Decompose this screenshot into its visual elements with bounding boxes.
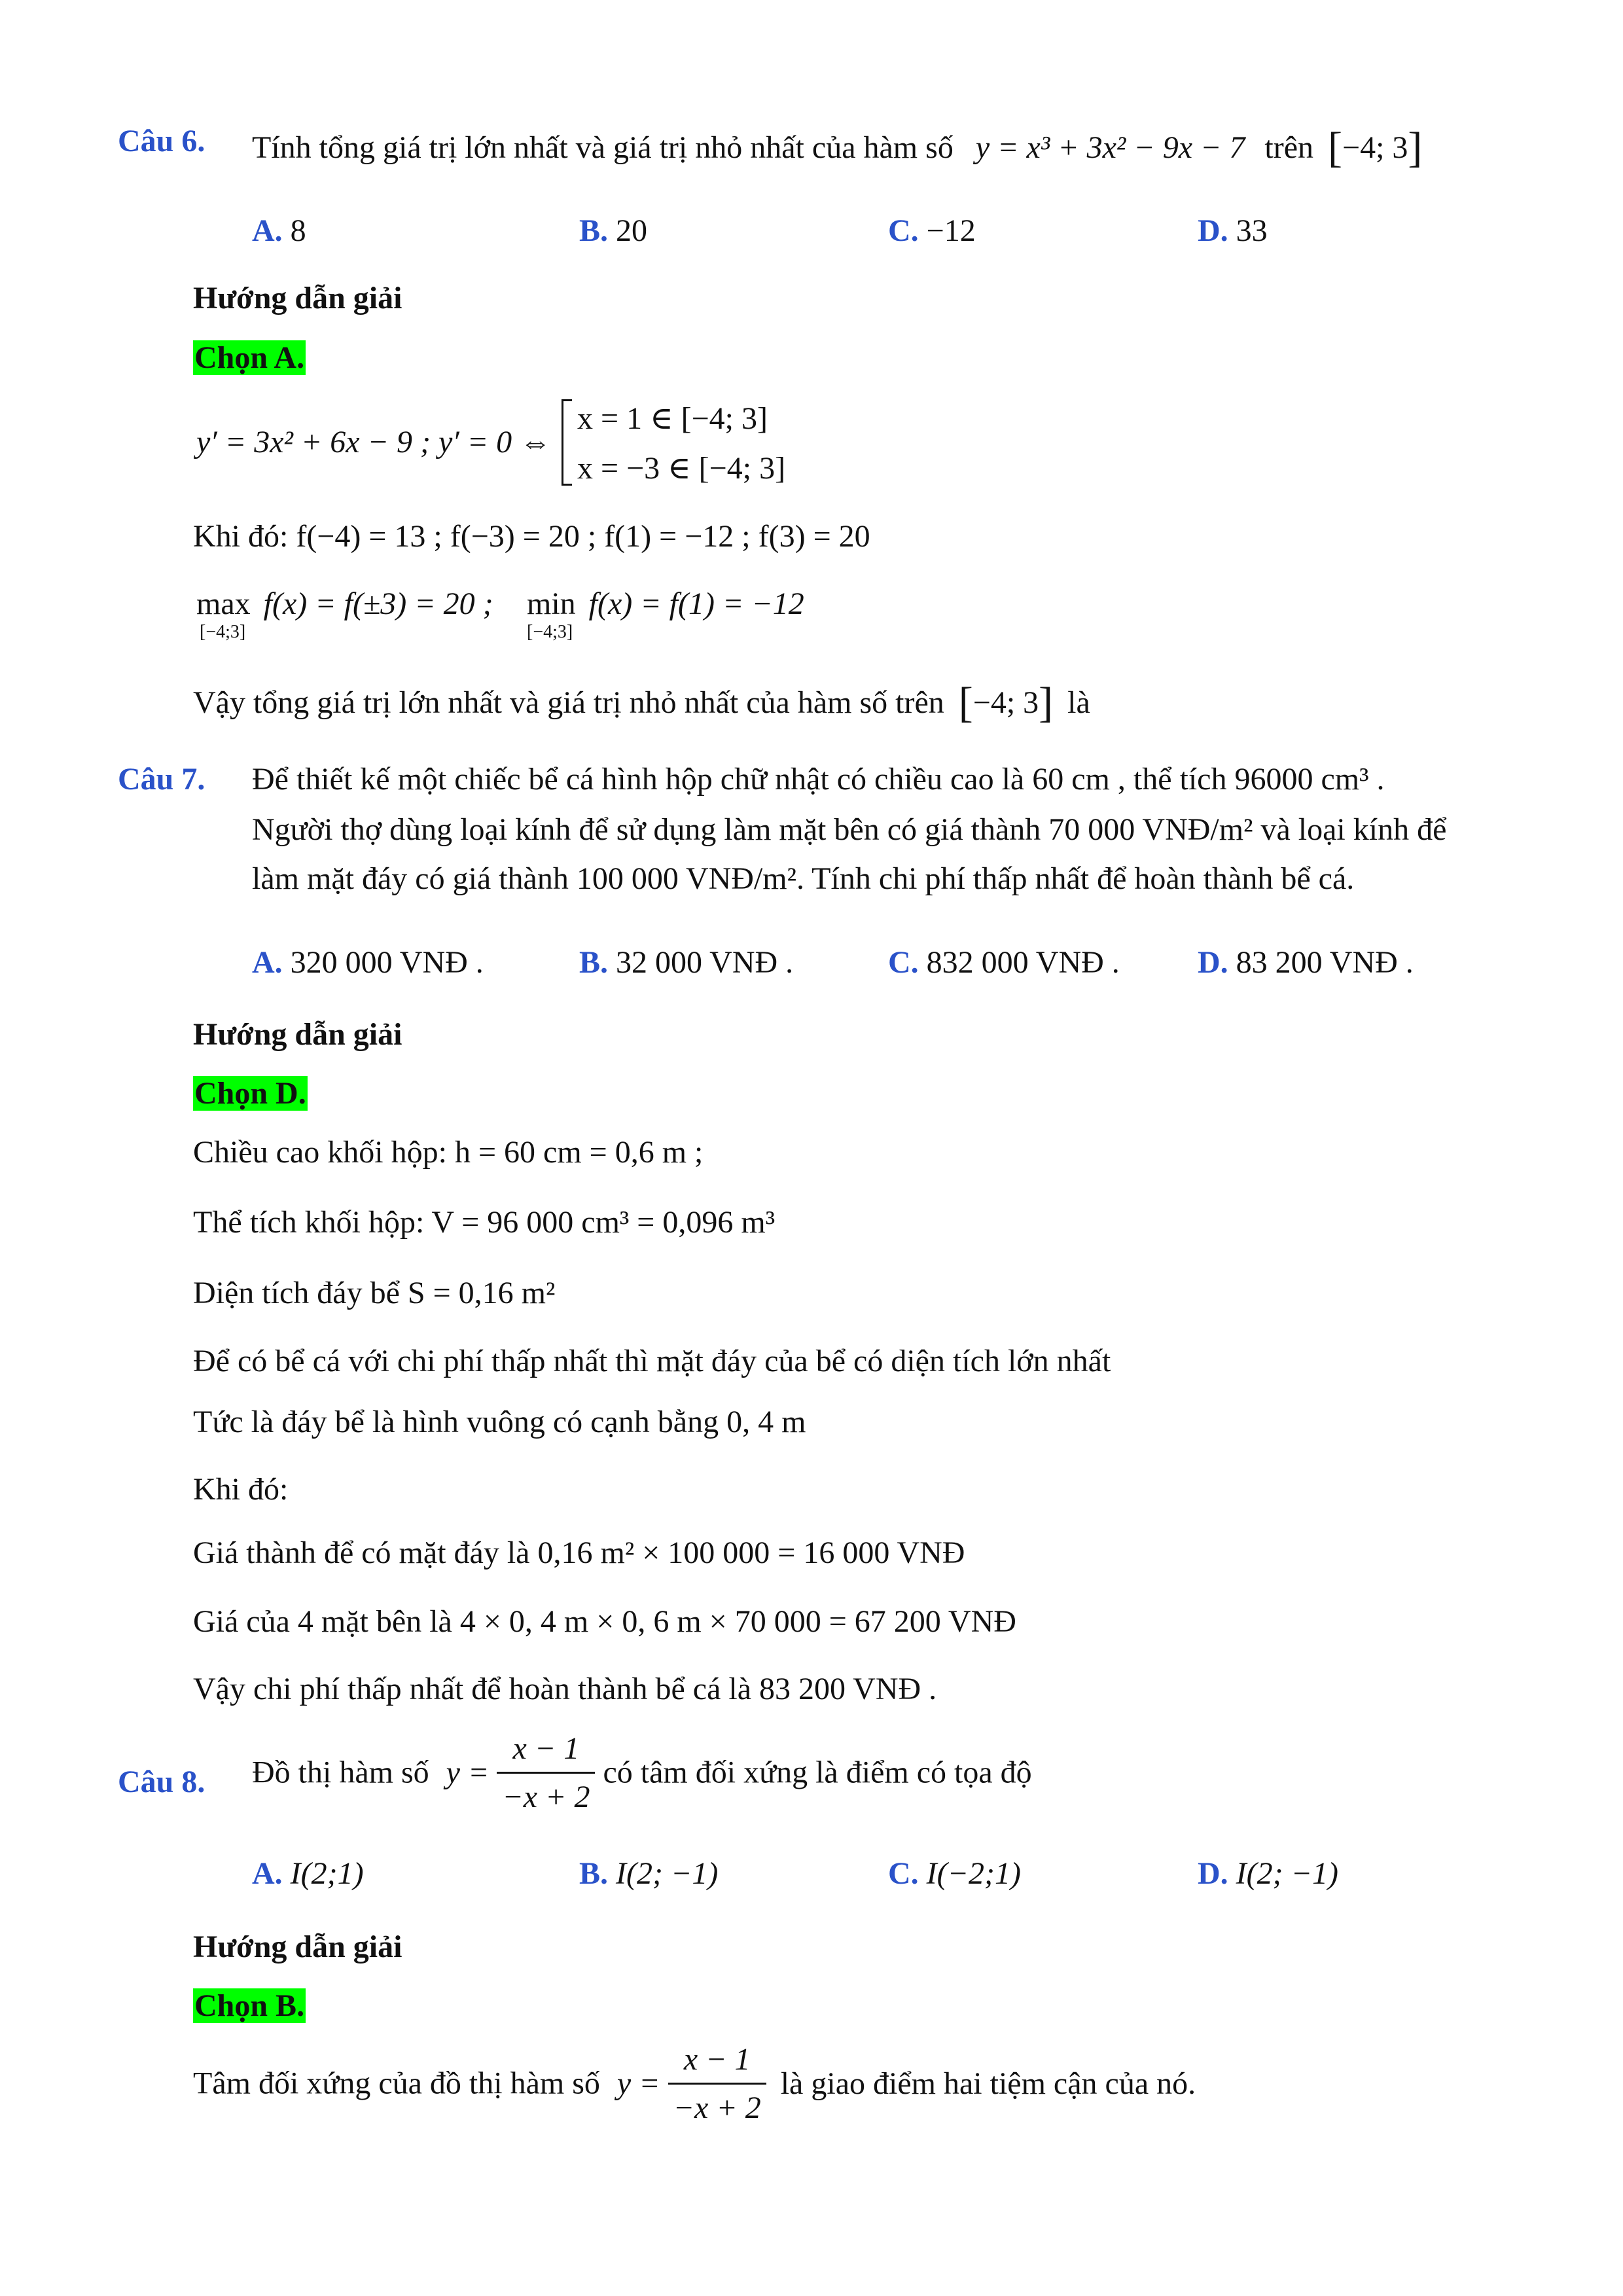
q7-stem-line-1: Để thiết kế một chiếc bể cá hình hộp chữ nhật có chiều cao là 60 cm , thể tích 96000 cm³ .	[252, 762, 1385, 797]
q7-option-d-text: 83 200 VNĐ .	[1236, 945, 1414, 980]
q6-root-system-bracket	[562, 399, 563, 486]
q6-min-value: f(x) = f(1) = −12	[588, 586, 804, 621]
q7-step-1: Chiều cao khối hộp: h = 60 cm = 0,6 m ;	[193, 1135, 704, 1170]
q6-answer	[193, 340, 306, 376]
q6-derivative	[196, 424, 551, 460]
q8-solution-post: là giao điểm hai tiệm cận của nó.	[780, 2066, 1196, 2101]
q7-step-5: Tức là đáy bể là hình vuông có cạnh bằng 0, 4 m	[193, 1405, 806, 1439]
question-8-label: Câu 8.	[118, 1765, 205, 1799]
q6-option-c	[888, 213, 976, 249]
q7-step-7: Giá thành để có mặt đáy là 0,16 m² × 100 000 = 16 000 VNĐ	[193, 1535, 965, 1570]
q7-answer-highlight: Chọn D.	[194, 1076, 306, 1111]
q7-stem-line-3: làm mặt đáy có giá thành 100 000 VNĐ/m². Tính chi phí thấp nhất để hoàn thành bể cá.	[252, 861, 1355, 896]
q6-derivative-text: y′ = 3x² + 6x − 9 ; y′ = 0 ⇔	[196, 425, 552, 459]
q8-fraction-denominator: −x + 2	[502, 1780, 590, 1815]
q6-min-expression	[527, 586, 804, 622]
q6-option-c-key: C.	[888, 213, 919, 248]
q7-option-a	[252, 944, 484, 980]
q6-conclusion-interval-text: −4; 3	[972, 685, 1039, 720]
q6-interval-text: −4; 3	[1342, 130, 1408, 165]
q6-option-c-text: −12	[926, 213, 976, 248]
q6-root-1: x = 1 ∈ [−4; 3]	[577, 401, 768, 436]
q6-function-values: Khi đó: f(−4) = 13 ; f(−3) = 20 ; f(1) = −12 ; f(3) = 20	[193, 519, 870, 554]
q7-answer	[193, 1075, 308, 1111]
q7-option-d	[1198, 944, 1414, 980]
q6-conclusion-interval: [−4; 3]	[958, 679, 1054, 726]
q7-step-8: Giá của 4 mặt bên là 4 × 0, 4 m × 0, 6 m × 70 000 = 67 200 VNĐ	[193, 1604, 1016, 1639]
q8-guide-heading: Hướng dẫn giải	[193, 1929, 402, 1964]
q8-option-c-key: C.	[888, 1856, 919, 1891]
q8-solution-y-equals: y =	[616, 2066, 660, 2101]
q6-on-word: trên	[1264, 130, 1314, 165]
question-7-label: Câu 7.	[118, 762, 205, 797]
q8-option-c-text: I(−2;1)	[926, 1856, 1021, 1891]
q7-step-9: Vậy chi phí thấp nhất để hoàn thành bể cá là 83 200 VNĐ .	[193, 1672, 937, 1706]
q7-guide-heading: Hướng dẫn giải	[193, 1017, 402, 1052]
q6-option-b-text: 20	[616, 213, 648, 248]
q6-min-word: min	[527, 586, 576, 621]
q8-option-a	[252, 1856, 364, 1892]
q6-option-a	[252, 213, 306, 249]
q7-option-a-text: 320 000 VNĐ .	[290, 945, 484, 980]
q6-option-d	[1198, 213, 1268, 249]
q8-option-a-text: I(2;1)	[290, 1856, 364, 1891]
q6-guide-heading: Hướng dẫn giải	[193, 281, 402, 315]
q7-option-b-key: B.	[579, 945, 609, 980]
q7-step-4: Để có bể cá với chi phí thấp nhất thì mặt đáy của bể có diện tích lớn nhất	[193, 1344, 1111, 1378]
q7-option-c-key: C.	[888, 945, 919, 980]
q6-conclusion-text: Vậy tổng giá trị lớn nhất và giá trị nhỏ nhất của hàm số trên	[193, 685, 944, 720]
q8-fraction	[497, 1731, 595, 1815]
q8-option-d	[1198, 1856, 1338, 1892]
q8-option-d-key: D.	[1198, 1856, 1228, 1891]
q6-stem-text: Tính tổng giá trị lớn nhất và giá trị nhỏ nhất của hàm số	[252, 130, 954, 165]
q8-option-b	[579, 1856, 718, 1892]
q8-option-c	[888, 1856, 1021, 1892]
q8-option-b-key: B.	[579, 1856, 609, 1891]
q6-conclusion	[193, 674, 1090, 724]
q8-solution	[193, 2044, 1196, 2128]
q8-option-a-key: A.	[252, 1856, 283, 1891]
q8-option-d-text: I(2; −1)	[1236, 1856, 1338, 1891]
q8-solution-fraction-numerator: x − 1	[668, 2041, 766, 2085]
question-6-label: Câu 6.	[118, 124, 205, 158]
q8-fraction-numerator: x − 1	[497, 1731, 595, 1774]
q6-root-2: x = −3 ∈ [−4; 3]	[577, 451, 786, 486]
q8-answer-highlight: Chọn B.	[194, 1988, 305, 2023]
q6-option-d-key: D.	[1198, 213, 1228, 248]
q8-solution-fraction-denominator: −x + 2	[673, 2090, 761, 2126]
q8-stem	[252, 1733, 1032, 1818]
q7-option-b-text: 32 000 VNĐ .	[616, 945, 794, 980]
q7-option-c	[888, 944, 1120, 980]
q8-answer	[193, 1988, 306, 2024]
q8-solution-pre: Tâm đối xứng của đồ thị hàm số	[193, 2066, 600, 2101]
q7-option-a-key: A.	[252, 945, 283, 980]
q7-step-3: Diện tích đáy bể S = 0,16 m²	[193, 1276, 556, 1310]
q8-stem-pre: Đồ thị hàm số	[252, 1755, 429, 1790]
q7-option-d-key: D.	[1198, 945, 1228, 980]
question-6-stem	[252, 119, 1422, 169]
q6-interval: [−4; 3]	[1328, 124, 1423, 171]
q6-option-b-key: B.	[579, 213, 609, 248]
q6-min-range: [−4;3]	[527, 622, 573, 642]
q7-step-2: Thể tích khối hộp: V = 96 000 cm³ = 0,096 m³	[193, 1205, 776, 1240]
q6-option-d-text: 33	[1236, 213, 1268, 248]
q6-answer-highlight: Chọn A.	[194, 340, 305, 375]
q8-stem-post: có tâm đối xứng là điểm có tọa độ	[603, 1755, 1032, 1790]
q6-option-a-key: A.	[252, 213, 283, 248]
q6-option-b	[579, 213, 647, 249]
q6-option-a-text: 8	[290, 213, 306, 248]
q6-max-value: f(x) = f(±3) = 20 ;	[263, 586, 493, 621]
q8-solution-fraction	[668, 2041, 766, 2126]
q6-max-word: max	[196, 586, 251, 621]
q6-max-range: [−4;3]	[200, 622, 246, 642]
q8-y-equals: y =	[446, 1755, 490, 1790]
q6-max-expression	[196, 586, 493, 622]
q6-conclusion-end: là	[1067, 685, 1090, 720]
q7-option-c-text: 832 000 VNĐ .	[926, 945, 1120, 980]
q7-step-6: Khi đó:	[193, 1472, 289, 1507]
q6-function: y = x³ + 3x² − 9x − 7	[975, 130, 1245, 165]
q7-stem-line-2: Người thợ dùng loại kính để sử dụng làm mặt bên có giá thành 70 000 VNĐ/m² và loại kính để	[252, 812, 1447, 847]
q8-option-b-text: I(2; −1)	[616, 1856, 719, 1891]
q7-option-b	[579, 944, 793, 980]
